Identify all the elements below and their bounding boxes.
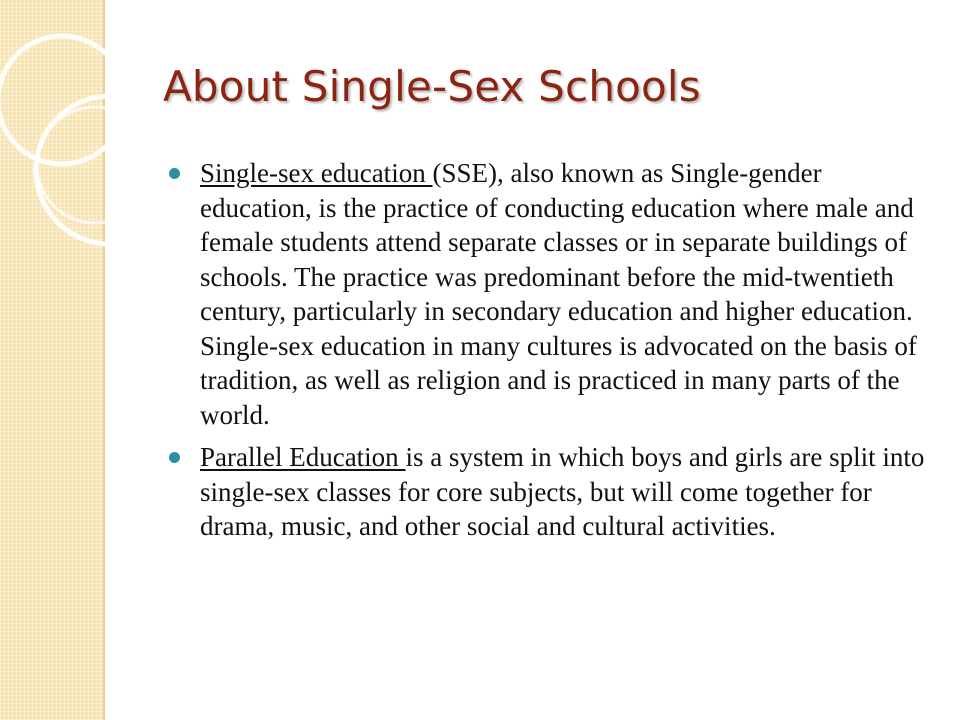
bullet-list (164, 156, 934, 552)
slide-title: About Single-Sex Schools (163, 62, 701, 111)
definition-single-sex-education: (SSE), also known as Single-gender education, is the practice of conducting education where male and female students attend separate classes or in separate buildings of schools. The practice was predominant before the mid-twentieth century, particularly in secondary education and higher education. Single-sex education in many cultures is advocated on the basis of tradition, as well as religion and is practiced in many parts of the world. (200, 158, 917, 430)
term-parallel-education: Parallel Education (200, 442, 406, 472)
bullet-dot-icon (169, 168, 180, 179)
circle-decoration (0, 0, 140, 260)
term-single-sex-education: Single-sex education (200, 158, 433, 188)
bullet-item-single-sex-education (164, 156, 934, 432)
bullet-item-parallel-education (164, 440, 934, 544)
definition-parallel-education: is a system in which boys and girls are split into single-sex classes for core subjects, but will come together for drama, music, and other social and cultural activities. (200, 442, 925, 541)
bullet-dot-icon (169, 452, 180, 463)
